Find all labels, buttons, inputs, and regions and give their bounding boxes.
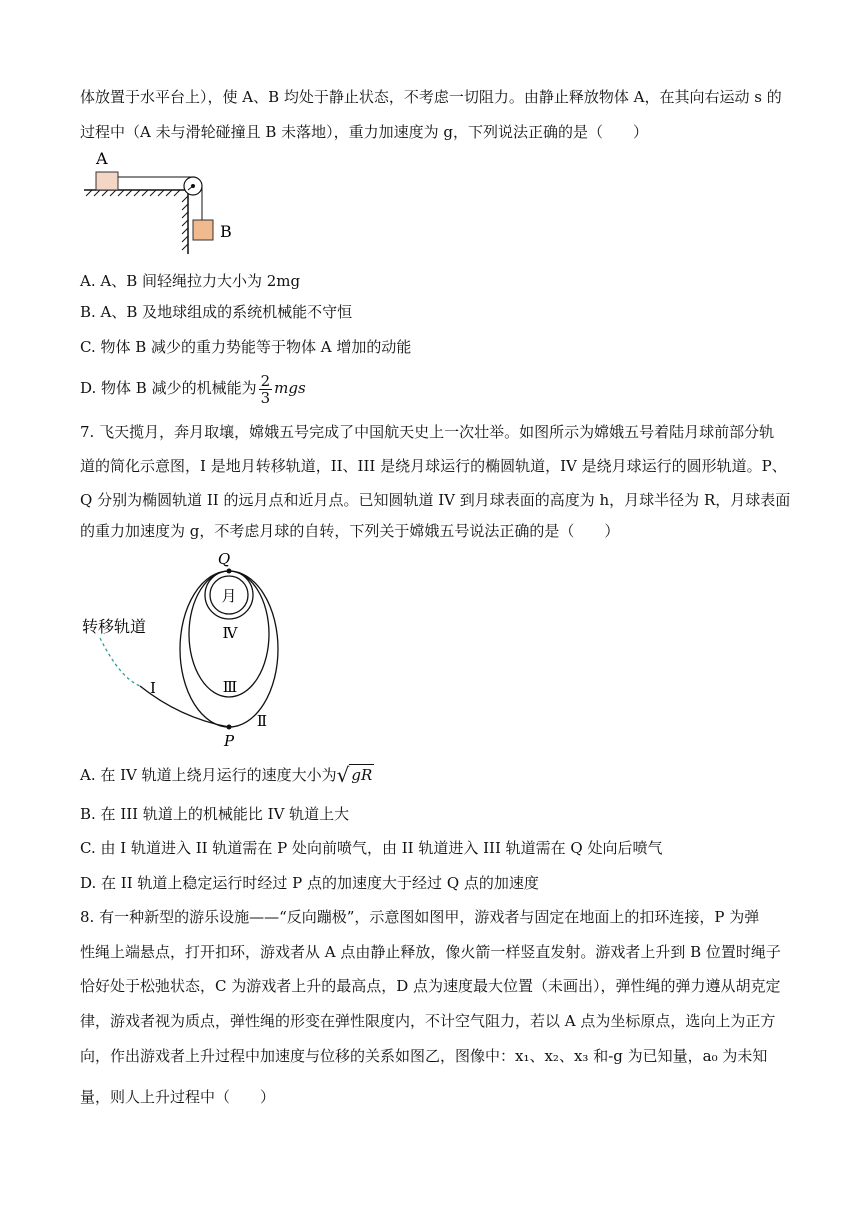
q7-stem-line1: 7. 飞天揽月，奔月取壤，嫦娥五号完成了中国航天史上一次壮举。如图所示为嫦娥五号着陆月球前部分轨 (80, 423, 775, 441)
orbit-label-iv: Ⅳ (222, 624, 238, 642)
transfer-orbit-dashed (100, 638, 140, 686)
fraction (259, 373, 273, 406)
q7-stem-line4: 的重力加速度为 g，不考虑月球的自转，下列关于嫦娥五号说法正确的是（ ） (80, 522, 620, 540)
fraction-denominator: 3 (260, 388, 271, 407)
orbit-label-ii: Ⅱ (256, 712, 268, 730)
q7-stem-line2: 道的简化示意图，I 是地月转移轨道，II、III 是绕月球运行的椭圆轨道，IV 是绕月球运行的圆形轨道。P、 (80, 457, 787, 475)
sqrt-radicand: gR (351, 766, 373, 784)
q7-option-a-prefix: A. 在 IV 轨道上绕月运行的速度大小为 (80, 766, 337, 784)
q6-pulley-figure (80, 148, 250, 258)
q6-option-d (80, 370, 306, 406)
orbit-label-iii: Ⅲ (222, 678, 238, 696)
q7-option-b: B. 在 III 轨道上的机械能比 IV 轨道上大 (80, 805, 350, 823)
q6-option-d-suffix: mgs (274, 379, 306, 397)
q8-stem-line5: 向，作出游戏者上升过程中加速度与位移的关系如图乙，图像中：x₁、x₂、x₃ 和-g 为已知量，a₀ 为未知 (80, 1047, 768, 1065)
q8-stem-line1: 8. 有一种新型的游乐设施——“反向蹦极”，示意图如图甲，游戏者与固定在地面上的扣环连接，P 为弹 (80, 908, 760, 926)
q6-stem-line1: 体放置于水平台上），使 A、B 均处于静止状态，不考虑一切阻力。由静止释放物体 A，在其向右运动 s 的 (80, 88, 782, 106)
q7-orbit-figure (70, 546, 310, 751)
q7-option-c: C. 由 I 轨道进入 II 轨道需在 P 处向前喷气，由 II 轨道进入 III 轨道需在 Q 处向后喷气 (80, 839, 663, 857)
block-a (96, 172, 118, 190)
q8-stem-line3: 恰好处于松弛状态，C 为游戏者上升的最高点，D 点为速度最大位置（未画出），弹性绳的弹力遵从胡克定 (80, 977, 781, 995)
transfer-orbit-label: 转移轨道 (82, 617, 147, 636)
q6-option-a: A. A、B 间轻绳拉力大小为 2mg (80, 272, 301, 290)
fig-label-a: A (96, 149, 108, 168)
orbit-label-i: I (150, 679, 156, 697)
q6-option-b: B. A、B 及地球组成的系统机械能不守恒 (80, 303, 353, 321)
orbit-label-p: P (223, 732, 235, 750)
q6-option-c: C. 物体 B 减少的重力势能等于物体 A 增加的动能 (80, 338, 412, 356)
q7-stem-line3: Q 分别为椭圆轨道 II 的远月点和近月点。已知圆轨道 IV 到月球表面的高度为 h，月球半径为 R，月球表面 (80, 491, 791, 509)
sqrt-sign: √ (336, 763, 350, 787)
orbit-label-q: Q (217, 550, 231, 568)
q8-stem-line2: 性绳上端悬点，打开扣环，游戏者从 A 点由静止释放，像火箭一样竖直发射。游戏者上升到 B 位置时绳子 (80, 943, 781, 961)
q7-option-d: D. 在 II 轨道上稳定运行时经过 P 点的加速度大于经过 Q 点的加速度 (80, 874, 539, 892)
block-b (193, 220, 213, 240)
fraction-numerator: 2 (260, 371, 271, 390)
q6-stem-line2: 过程中（A 未与滑轮碰撞且 B 未落地），重力加速度为 g，下列说法正确的是（ ） (80, 123, 649, 141)
q8-stem-line4: 律，游戏者视为质点，弹性绳的形变在弹性限度内，不计空气阻力，若以 A 点为坐标原点，选向上为正方 (80, 1012, 776, 1030)
moon-label: 月 (221, 587, 237, 605)
q8-stem-line6: 量，则人上升过程中（ ） (80, 1088, 276, 1106)
q6-option-d-prefix: D. 物体 B 减少的机械能为 (80, 379, 257, 397)
fig-label-b: B (220, 222, 232, 241)
q7-option-a (80, 764, 374, 785)
